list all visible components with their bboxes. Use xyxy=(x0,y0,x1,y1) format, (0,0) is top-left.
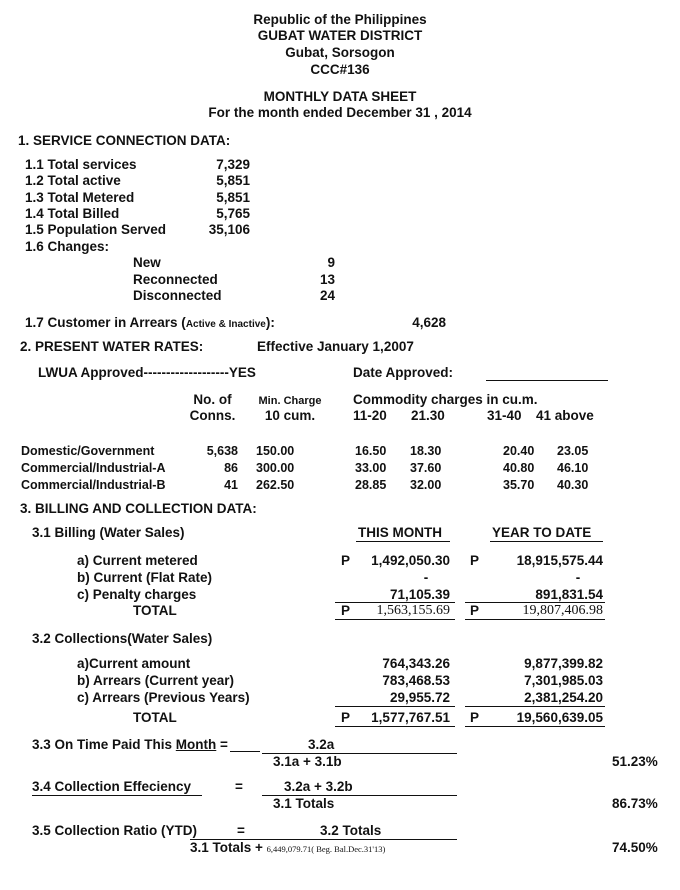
billing-row-label: b) Current (Flat Rate) xyxy=(77,570,212,585)
col-header-commodity: Commodity charges in cu.m. xyxy=(353,392,538,407)
peso-sign: P xyxy=(470,710,480,725)
billing-total-ytd: 19,807,406.98 xyxy=(522,603,603,618)
billing-row-ytd: 891,831.54 xyxy=(535,587,603,602)
ontime-month-word: Month xyxy=(175,737,217,752)
collections-total-rule xyxy=(465,726,605,727)
change-value: 13 xyxy=(319,272,335,287)
s1-item-value: 5,851 xyxy=(216,173,250,188)
collection-row-ytd: 7,301,985.03 xyxy=(524,673,603,688)
header-district: GUBAT WATER DISTRICT xyxy=(257,28,423,43)
ontime-denominator: 3.1a + 3.1b xyxy=(273,754,342,769)
rate-row-conns: 5,638 xyxy=(206,444,238,458)
s1-item-label: 1.1 Total services xyxy=(25,157,137,172)
ytd-underline xyxy=(490,541,603,542)
header-line1: Republic of the Philippines xyxy=(253,12,427,27)
ratio-label: 3.5 Collection Ratio (YTD) xyxy=(32,823,198,838)
section1-heading: 1. SERVICE CONNECTION DATA: xyxy=(18,133,231,148)
rate-row-r2: 18.30 xyxy=(410,444,442,458)
col-year-to-date: YEAR TO DATE xyxy=(492,525,592,540)
ontime-label-text: 3.3 On Time Paid This xyxy=(32,737,176,752)
efficiency-equals: = xyxy=(235,779,243,794)
billing-row-month: 71,105.39 xyxy=(389,587,450,602)
collection-row-ytd: 2,381,254.20 xyxy=(524,690,603,705)
col-header-min: 10 cum. xyxy=(264,408,316,423)
arrears-small-note: Active & Inactive xyxy=(185,319,266,330)
efficiency-numerator: 3.2a + 3.2b xyxy=(284,779,353,794)
rate-row-name: Commercial/Industrial-A xyxy=(21,461,166,475)
collections-total-rule xyxy=(335,706,455,707)
rate-row-r4: 40.30 xyxy=(557,478,589,492)
col-header-range: 41 above xyxy=(536,408,594,423)
col-header-range: 11-20 xyxy=(353,408,387,423)
rate-row-r1: 33.00 xyxy=(355,461,387,475)
s1-item-value: 35,106 xyxy=(208,222,250,237)
ratio-denominator xyxy=(190,840,385,857)
rate-row-r3: 20.40 xyxy=(503,444,535,458)
billing-row-label: a) Current metered xyxy=(77,553,198,568)
rates-effective: Effective January 1,2007 xyxy=(257,339,414,354)
billing-row-month: 1,492,050.30 xyxy=(371,553,450,568)
s1-item-label: 1.4 Total Billed xyxy=(25,206,120,221)
change-value: 24 xyxy=(319,288,335,303)
billing-total-label: TOTAL xyxy=(133,603,177,618)
s1-item-value: 5,765 xyxy=(216,206,250,221)
header-location: Gubat, Sorsogon xyxy=(285,45,395,60)
s1-changes-label: 1.6 Changes: xyxy=(25,239,110,254)
change-label: Reconnected xyxy=(133,272,218,287)
ratio-denominator-text: 3.1 Totals + xyxy=(190,840,267,855)
ontime-underline xyxy=(230,751,260,752)
rate-row-conns: 86 xyxy=(224,461,238,475)
collection-row-label: a)Current amount xyxy=(77,656,191,671)
date-approved-label: Date Approved: xyxy=(353,365,454,380)
ontime-label xyxy=(32,737,228,753)
collection-row-label: b) Arrears (Current year) xyxy=(77,673,235,688)
s1-item-value: 5,851 xyxy=(216,190,250,205)
collections-total-label: TOTAL xyxy=(133,710,177,725)
collection-row-month: 29,955.72 xyxy=(389,690,450,705)
billing-row-ytd: 18,915,575.44 xyxy=(516,553,603,568)
page-subtitle: For the month ended December 31 , 2014 xyxy=(208,105,472,120)
rate-row-r3: 40.80 xyxy=(503,461,535,475)
billing-total-rule xyxy=(335,619,455,620)
efficiency-value: 86.73% xyxy=(612,796,658,811)
col-header-min: Min. Charge xyxy=(258,395,322,407)
collections-heading: 3.2 Collections(Water Sales) xyxy=(32,631,213,646)
s1-item-label: 1.5 Population Served xyxy=(25,222,167,237)
s1-item-value: 7,329 xyxy=(216,157,250,172)
ontime-numerator: 3.2a xyxy=(308,737,335,752)
billing-row-label: c) Penalty charges xyxy=(77,587,197,602)
collections-total-rule xyxy=(335,726,455,727)
arrears-label-close: ): xyxy=(265,315,275,330)
date-approved-line xyxy=(486,380,608,381)
col-header-conns: No. of xyxy=(193,392,232,407)
rate-row-conns: 41 xyxy=(224,478,238,492)
col-header-range: 21.30 xyxy=(411,408,445,423)
collections-total-ytd: 19,560,639.05 xyxy=(516,710,603,725)
efficiency-denominator: 3.1 Totals xyxy=(273,796,335,811)
collections-total-rule xyxy=(465,706,605,707)
change-value: 9 xyxy=(327,255,335,270)
ratio-beginning-balance: 6,449,079.71( Beg. Bal.Dec.31'13) xyxy=(266,844,386,854)
peso-sign: P xyxy=(341,553,351,568)
arrears-label-text: 1.7 Customer in Arrears ( xyxy=(25,315,186,330)
arrears-label xyxy=(25,315,275,333)
s1-item-label: 1.3 Total Metered xyxy=(25,190,135,205)
rate-row-r4: 46.10 xyxy=(557,461,589,475)
lwua-approved: LWUA Approved-------------------YES xyxy=(38,365,256,380)
peso-sign: P xyxy=(470,603,480,618)
rate-row-r3: 35.70 xyxy=(503,478,535,492)
billing-heading: 3.1 Billing (Water Sales) xyxy=(32,525,185,540)
rate-row-r2: 32.00 xyxy=(410,478,442,492)
section2-heading: 2. PRESENT WATER RATES: xyxy=(20,339,204,354)
rate-row-min: 300.00 xyxy=(256,461,295,475)
change-label: Disconnected xyxy=(133,288,222,303)
ontime-value: 51.23% xyxy=(612,754,658,769)
peso-sign: P xyxy=(470,553,480,568)
arrears-value: 4,628 xyxy=(412,315,446,330)
ratio-equals: = xyxy=(237,823,245,838)
collection-row-label: c) Arrears (Previous Years) xyxy=(77,690,250,705)
page-title: MONTHLY DATA SHEET xyxy=(263,89,417,104)
rate-row-name: Domestic/Government xyxy=(21,444,155,458)
header-ccc: CCC#136 xyxy=(310,62,370,77)
col-header-conns: Conns. xyxy=(189,408,236,423)
efficiency-label: 3.4 Collection Effeciency xyxy=(32,779,192,794)
rate-row-r2: 37.60 xyxy=(410,461,442,475)
ratio-value: 74.50% xyxy=(612,840,658,855)
ratio-numerator: 3.2 Totals xyxy=(320,823,382,838)
rate-row-min: 262.50 xyxy=(256,478,295,492)
collections-total-month: 1,577,767.51 xyxy=(371,710,450,725)
peso-sign: P xyxy=(341,603,351,618)
this-month-underline xyxy=(356,541,450,542)
rate-row-min: 150.00 xyxy=(256,444,295,458)
collection-row-month: 764,343.26 xyxy=(382,656,450,671)
peso-sign: P xyxy=(341,710,351,725)
collection-row-month: 783,468.53 xyxy=(382,673,450,688)
efficiency-underline xyxy=(32,795,202,796)
collection-row-ytd: 9,877,399.82 xyxy=(524,656,603,671)
s1-item-label: 1.2 Total active xyxy=(25,173,121,188)
rate-row-r4: 23.05 xyxy=(557,444,589,458)
rate-row-r1: 16.50 xyxy=(355,444,387,458)
section3-heading: 3. BILLING AND COLLECTION DATA: xyxy=(20,501,257,516)
rate-row-name: Commercial/Industrial-B xyxy=(21,478,166,492)
ontime-equals: = xyxy=(216,737,228,752)
billing-total-rule xyxy=(465,619,605,620)
billing-row-ytd: - xyxy=(575,570,581,585)
col-this-month: THIS MONTH xyxy=(358,525,442,540)
billing-row-month: - xyxy=(423,570,429,585)
change-label: New xyxy=(133,255,161,270)
rate-row-r1: 28.85 xyxy=(355,478,387,492)
col-header-range: 31-40 xyxy=(487,408,522,423)
billing-total-month: 1,563,155.69 xyxy=(376,603,450,618)
